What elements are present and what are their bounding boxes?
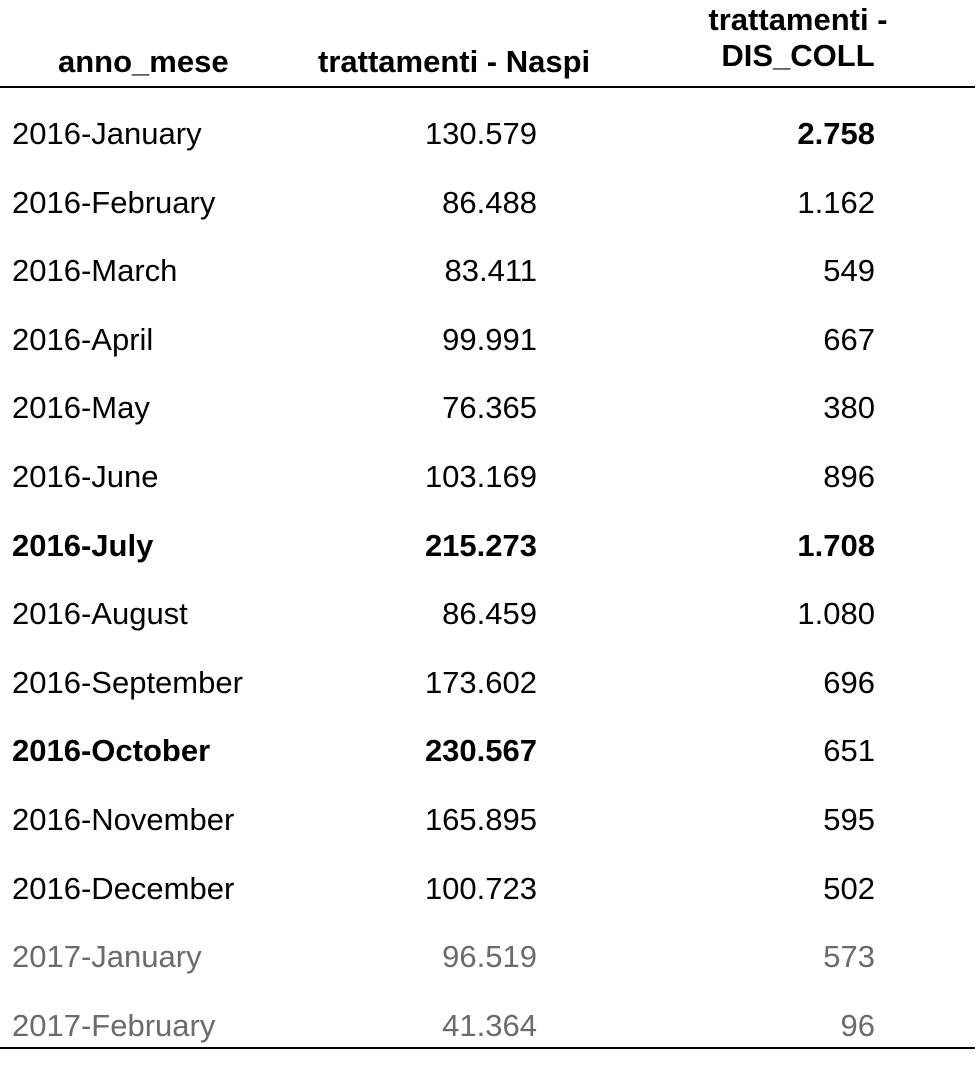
cell-dis-coll: 1.162 [797,184,875,220]
table-row [0,939,975,1008]
cell-naspi: 130.579 [424,116,537,151]
cell-anno-mese: 2016-December [12,870,235,906]
cell-dis-coll: 1.708 [797,527,875,563]
table-row [0,253,975,322]
column-header-dis-coll-line2: DIS_COLL [721,38,875,73]
cell-naspi: 86.488 [442,184,537,220]
cell-dis-coll: 549 [823,253,875,289]
cell-dis-coll: 651 [823,733,875,769]
cell-dis-coll: 595 [823,802,875,837]
cell-naspi: 103.169 [424,459,537,494]
cell-dis-coll: 380 [823,390,875,426]
cell-anno-mese: 2016-January [12,116,202,151]
cell-anno-mese: 2016-June [12,459,159,494]
table-row [0,528,975,597]
table-row [0,871,975,940]
table-row [0,596,975,665]
cell-naspi: 230.567 [424,733,537,769]
cell-anno-mese: 2016-May [12,390,150,426]
table-row [0,665,975,734]
cell-anno-mese: 2016-April [12,321,154,357]
cell-naspi: 100.723 [424,870,537,906]
cell-dis-coll: 573 [823,939,875,975]
cell-naspi: 99.991 [442,321,537,357]
cell-naspi: 41.364 [442,1007,537,1043]
cell-naspi: 96.519 [442,939,537,975]
cell-dis-coll: 667 [823,321,875,357]
cell-naspi: 165.895 [424,802,537,837]
cell-dis-coll: 696 [823,664,875,700]
table-row [0,390,975,459]
cell-anno-mese: 2016-August [12,596,188,632]
table-bottom-rule [0,1047,975,1049]
table-row [0,116,975,185]
table-row [0,733,975,802]
table-header [0,0,975,88]
cell-anno-mese: 2017-January [12,939,202,975]
cell-anno-mese: 2016-September [12,664,243,700]
cell-dis-coll: 96 [840,1007,875,1043]
cell-anno-mese: 2016-October [12,733,211,769]
cell-naspi: 215.273 [424,527,537,563]
cell-dis-coll: 896 [823,459,875,494]
column-header-anno-mese: anno_mese [58,44,229,79]
cell-naspi: 83.411 [444,253,537,289]
column-header-dis-coll-line1: trattamenti - [708,2,888,37]
column-header-dis-coll [688,2,908,74]
cell-anno-mese: 2017-February [12,1007,216,1043]
cell-naspi: 86.459 [442,596,537,632]
cell-naspi: 173.602 [424,664,537,700]
cell-dis-coll: 1.080 [797,596,875,632]
table-row [0,802,975,871]
cell-anno-mese: 2016-November [12,802,235,837]
table-row [0,322,975,391]
cell-dis-coll: 502 [823,870,875,906]
cell-anno-mese: 2016-February [12,184,216,220]
column-header-naspi: trattamenti - Naspi [318,44,591,79]
cell-dis-coll: 2.758 [797,116,875,151]
table-row [0,1008,975,1076]
cell-anno-mese: 2016-July [12,527,154,563]
table-row [0,459,975,528]
table-row [0,185,975,254]
cell-anno-mese: 2016-March [12,253,178,289]
cell-naspi: 76.365 [442,390,537,426]
